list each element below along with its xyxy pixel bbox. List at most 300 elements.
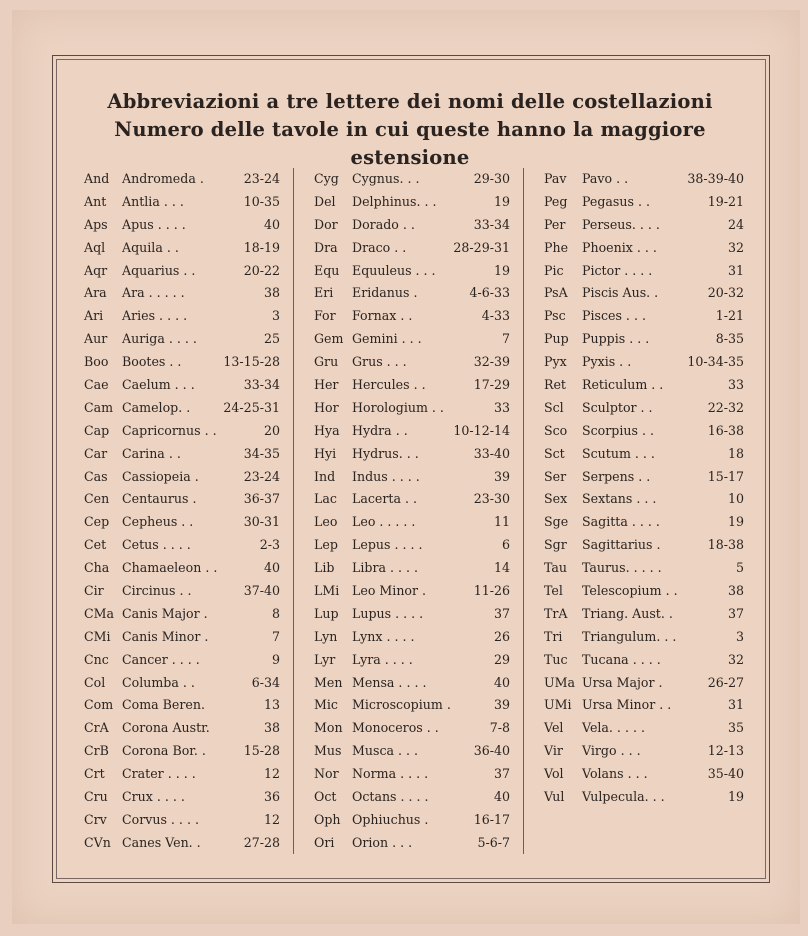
constellation-name: Cassiopeia . [122,468,199,484]
constellation-row [314,557,510,580]
constellation-row [84,168,280,191]
constellation-name: Triangulum. . . [582,628,677,644]
table-numbers: 11-26 [473,583,510,599]
table-numbers: 12 [263,811,280,827]
constellation-row [314,443,510,466]
constellation-name: Cygnus. . . [352,171,420,186]
table-numbers: 13 [263,697,280,713]
constellation-abbr: Lib [314,560,335,576]
constellation-name: Leo . . . . . [352,514,416,530]
constellation-row [84,305,280,328]
constellation-abbr: Cap [84,422,110,438]
constellation-abbr: Com [84,697,114,713]
constellation-name: Leo Minor . [352,583,427,599]
constellation-abbr: Pup [544,331,569,347]
table-numbers: 10 [727,491,744,507]
constellation-row [314,305,510,328]
constellation-abbr: Car [84,445,108,461]
constellation-abbr: CMa [84,605,115,621]
table-numbers: 31 [727,262,744,278]
constellation-name: Sagittarius . [582,537,661,553]
constellation-row [314,260,510,283]
constellation-name: Octans . . . . [352,789,429,805]
constellation-row [84,763,280,786]
constellation-abbr: Equ [314,262,340,278]
constellation-name: Cancer . . . . [122,651,200,667]
constellation-name: Musca . . . [352,743,419,759]
constellation-row [84,580,280,603]
table-numbers: 5 [735,560,744,576]
constellation-row [84,672,280,695]
table-numbers: 8 [271,605,280,621]
table-numbers: 12-13 [707,743,744,759]
constellation-abbr: Lyn [314,628,338,644]
constellation-abbr: Sge [544,514,569,530]
table-numbers: 32 [727,651,744,667]
constellation-name: Aries . . . . [122,308,188,324]
constellation-row [314,511,510,534]
constellation-abbr: Cir [84,583,104,599]
constellation-name: Serpens . . [582,468,651,484]
constellation-abbr: Dra [314,239,338,255]
constellation-name: Vela. . . . . [582,720,645,736]
constellation-abbr: Crv [84,811,107,827]
constellation-abbr: Del [314,193,336,209]
constellation-name: Canes Ven. . [122,834,201,850]
constellation-row [544,534,744,557]
table-numbers: 11 [493,514,510,530]
table-numbers: 31 [727,697,744,713]
constellation-abbr: Cha [84,560,110,576]
constellation-row [84,191,280,214]
constellation-name: Auriga . . . . [122,331,197,347]
table-numbers: 6 [501,537,510,553]
table-numbers: 35-40 [707,766,744,782]
constellation-abbr: And [84,171,110,186]
constellation-abbr: Gru [314,354,339,370]
constellation-abbr: CrB [84,743,109,759]
constellation-name: Fornax . . [352,308,413,324]
constellation-abbr: Cen [84,491,110,507]
constellation-row [314,672,510,695]
constellation-row [544,672,744,695]
table-numbers: 14 [493,560,510,576]
constellation-row [314,694,510,717]
constellation-row [544,191,744,214]
constellation-name: Lepus . . . . [352,537,423,553]
constellation-row [544,397,744,420]
constellation-row [84,237,280,260]
constellation-row [84,260,280,283]
constellation-row [84,420,280,443]
table-numbers: 19 [493,193,510,209]
constellation-abbr: Cae [84,377,109,393]
constellation-abbr: Tel [544,583,563,599]
table-numbers: 3 [735,628,744,644]
constellation-name: Monoceros . . [352,720,439,736]
constellation-row [314,534,510,557]
constellation-abbr: Scl [544,399,564,415]
constellation-name: Indus . . . . [352,468,420,484]
table-numbers: 38 [263,720,280,736]
constellation-row [544,443,744,466]
table-numbers: 18-38 [707,537,744,553]
table-numbers: 28-29-31 [453,239,510,255]
constellation-row [84,786,280,809]
constellation-row [84,488,280,511]
constellation-name: Hydrus. . . [352,445,419,461]
constellation-abbr: Nor [314,766,339,782]
constellation-name: Cepheus . . [122,514,194,530]
constellation-name: Reticulum . . [582,377,664,393]
constellation-row [314,168,510,191]
constellation-name: Gemini . . . [352,331,422,347]
constellation-row [544,740,744,763]
constellation-row [544,580,744,603]
constellation-name: Capricornus . . [122,422,217,438]
constellation-abbr: Pav [544,171,567,186]
constellation-abbr: Aqr [84,262,108,278]
constellation-name: Eridanus . [352,285,418,301]
constellation-abbr: Cam [84,399,114,415]
constellation-name: Lacerta . . [352,491,417,507]
constellation-abbr: Sco [544,422,568,438]
constellation-name: Crux . . . . [122,789,185,805]
table-numbers: 15-17 [707,468,744,484]
constellation-row [544,305,744,328]
table-numbers: 29 [493,651,510,667]
table-numbers: 26-27 [707,674,744,690]
constellation-row [84,717,280,740]
table-numbers: 36 [263,789,280,805]
constellation-row [544,237,744,260]
constellation-abbr: For [314,308,336,324]
constellation-name: Hercules . . [352,377,426,393]
constellation-row [544,351,744,374]
constellation-name: Libra . . . . [352,560,419,576]
constellation-row [314,466,510,489]
constellation-row [314,374,510,397]
constellation-row [84,603,280,626]
title-line-1: Abbreviazioni a tre lettere dei nomi delle costellazioni [107,90,713,113]
constellation-row [544,214,744,237]
constellation-row [314,397,510,420]
constellation-name: Orion . . . [352,834,413,850]
constellation-abbr: Hor [314,399,339,415]
table-numbers: 33-34 [243,377,280,393]
constellation-name: Grus . . . [352,354,407,370]
constellation-row [314,282,510,305]
constellation-name: Virgo . . . [582,743,641,759]
table-numbers: 19 [727,514,744,530]
table-numbers: 23-30 [473,491,510,507]
constellation-row [84,282,280,305]
constellation-abbr: Tau [544,560,568,576]
constellation-row [544,786,744,809]
table-numbers: 10-12-14 [453,422,510,438]
constellation-name: Sagitta . . . . [582,514,660,530]
constellation-abbr: PsA [544,285,568,301]
constellation-name: Delphinus. . . [352,193,437,209]
constellation-name: Ursa Major . [582,674,663,690]
constellation-abbr: TrA [544,605,568,621]
constellation-abbr: Hyi [314,445,337,461]
constellation-abbr: Ser [544,468,567,484]
constellation-row [544,603,744,626]
table-numbers: 38 [263,285,280,301]
constellation-row [314,832,510,855]
constellation-row [314,191,510,214]
constellation-row [544,466,744,489]
table-numbers: 20-22 [243,262,280,278]
constellation-row [314,488,510,511]
table-numbers: 12 [263,766,280,782]
constellation-abbr: Per [544,216,566,232]
constellation-name: Pegasus . . [582,193,650,209]
constellation-name: Crater . . . . [122,766,196,782]
table-numbers: 20-32 [707,285,744,301]
table-numbers: 18-19 [243,239,280,255]
constellation-abbr: CrA [84,720,109,736]
constellation-abbr: Vul [544,789,565,805]
table-numbers: 22-32 [707,399,744,415]
table-numbers: 9 [271,651,280,667]
table-numbers: 19-21 [707,193,744,209]
constellation-name: Corvus . . . . [122,811,199,827]
constellation-abbr: Ant [84,193,107,209]
constellation-name: Apus . . . . [122,216,186,232]
constellation-abbr: Peg [544,193,568,209]
constellation-abbr: Men [314,674,343,690]
table-numbers: 25 [263,331,280,347]
constellation-row [84,832,280,855]
constellation-abbr: Hya [314,422,340,438]
constellation-row [544,694,744,717]
constellation-name: Carina . . [122,445,181,461]
constellation-name: Chamaeleon . . [122,560,218,576]
constellation-name: Pyxis . . [582,354,632,370]
constellation-abbr: Cnc [84,651,109,667]
constellation-name: Circinus . . [122,583,192,599]
constellation-abbr: Vol [544,766,564,782]
constellation-name: Puppis . . . [582,331,650,347]
table-numbers: 37-40 [243,583,280,599]
constellation-abbr: Aps [84,216,108,232]
constellation-name: Camelop. . [122,399,191,415]
constellation-abbr: Mus [314,743,342,759]
constellation-row [314,786,510,809]
constellation-name: Mensa . . . . [352,674,427,690]
constellation-name: Phoenix . . . [582,239,657,255]
constellation-row [84,694,280,717]
constellation-name: Lupus . . . . [352,605,424,621]
table-numbers: 10-34-35 [687,354,744,370]
table-numbers: 19 [493,262,510,278]
constellation-name: Sculptor . . [582,399,653,415]
table-numbers: 4-6-33 [469,285,510,301]
constellation-abbr: Leo [314,514,338,530]
column-1 [84,168,280,855]
table-numbers: 35 [727,720,744,736]
constellation-row [544,763,744,786]
table-numbers: 5-6-7 [477,834,510,850]
constellation-row [84,557,280,580]
constellation-row [314,237,510,260]
constellation-row [84,443,280,466]
table-numbers: 32-39 [473,354,510,370]
constellation-row [544,717,744,740]
table-numbers: 38-39-40 [687,171,744,186]
constellation-abbr: Oph [314,811,341,827]
constellation-abbr: Col [84,674,106,690]
constellation-abbr: Eri [314,285,334,301]
constellation-abbr: Ari [84,308,104,324]
table-numbers: 3 [271,308,280,324]
constellation-abbr: Ind [314,468,336,484]
table-numbers: 20 [263,422,280,438]
constellation-abbr: UMa [544,674,576,690]
constellation-abbr: Ara [84,285,107,301]
constellation-row [544,420,744,443]
constellation-row [544,374,744,397]
constellation-name: Taurus. . . . . [582,560,662,576]
constellation-row [544,649,744,672]
constellation-row [84,374,280,397]
table-numbers: 2-3 [259,537,280,553]
constellation-name: Horologium . . [352,399,444,415]
table-numbers: 19 [727,789,744,805]
constellation-name: Pictor . . . . [582,262,653,278]
constellation-name: Cetus . . . . [122,537,191,553]
constellation-abbr: Lep [314,537,338,553]
constellation-abbr: CVn [84,834,111,850]
table-numbers: 29-30 [473,171,510,186]
constellation-abbr: Vir [544,743,563,759]
constellation-name: Piscis Aus. . [582,285,659,301]
constellation-row [544,282,744,305]
constellation-row [314,420,510,443]
constellation-name: Telescopium . . [582,583,678,599]
constellation-name: Canis Major . [122,605,208,621]
table-numbers: 30-31 [243,514,280,530]
constellation-abbr: Sex [544,491,568,507]
constellation-row [84,740,280,763]
constellation-name: Hydra . . [352,422,408,438]
constellation-abbr: Gem [314,331,344,347]
constellation-name: Centaurus . [122,491,197,507]
constellation-row [314,351,510,374]
constellation-abbr: Cep [84,514,110,530]
table-numbers: 32 [727,239,744,255]
constellation-name: Canis Minor . [122,628,209,644]
table-numbers: 33 [727,377,744,393]
table-numbers: 36-40 [473,743,510,759]
constellation-name: Bootes . . [122,354,182,370]
constellation-name: Scutum . . . [582,445,655,461]
constellation-row [84,328,280,351]
constellation-row [544,511,744,534]
constellation-name: Caelum . . . [122,377,195,393]
column-2 [314,168,510,855]
constellation-abbr: Cas [84,468,108,484]
constellation-row [314,809,510,832]
column-divider-1 [293,168,294,854]
constellation-abbr: Psc [544,308,566,324]
table-numbers: 40 [263,560,280,576]
constellation-row [314,763,510,786]
constellation-row [314,580,510,603]
constellation-abbr: Cyg [314,171,339,186]
constellation-name: Pavo . . [582,171,629,186]
constellation-abbr: Lac [314,491,337,507]
table-numbers: 26 [493,628,510,644]
table-numbers: 17-29 [473,377,510,393]
constellation-abbr: Lyr [314,651,336,667]
table-numbers: 13-15-28 [223,354,280,370]
constellation-abbr: Dor [314,216,338,232]
table-numbers: 33-34 [473,216,510,232]
constellation-row [314,328,510,351]
constellation-abbr: Mic [314,697,338,713]
constellation-row [84,397,280,420]
page-title [52,88,768,172]
constellation-name: Antlia . . . [122,193,184,209]
constellation-name: Dorado . . [352,216,415,232]
constellation-abbr: Boo [84,354,109,370]
table-numbers: 23-24 [243,468,280,484]
constellation-row [84,649,280,672]
constellation-abbr: Aql [84,239,106,255]
constellation-name: Columba . . [122,674,195,690]
constellation-abbr: LMi [314,583,340,599]
constellation-name: Triang. Aust. . [582,605,673,621]
table-numbers: 16-38 [707,422,744,438]
table-numbers: 7 [271,628,280,644]
table-numbers: 1-21 [715,308,744,324]
constellation-abbr: Lup [314,605,339,621]
table-numbers: 18 [727,445,744,461]
table-numbers: 40 [493,789,510,805]
constellation-row [84,511,280,534]
column-divider-2 [523,168,524,854]
constellation-name: Sextans . . . [582,491,657,507]
constellation-abbr: Vel [544,720,564,736]
constellation-name: Ursa Minor . . [582,697,672,713]
constellation-abbr: Ret [544,377,566,393]
constellation-row [544,488,744,511]
constellation-name: Coma Beren. [122,697,205,713]
table-numbers: 16-17 [473,811,510,827]
constellation-abbr: Sgr [544,537,567,553]
constellation-abbr: Pyx [544,354,567,370]
constellation-abbr: Oct [314,789,337,805]
title-line-2: Numero delle tavole in cui queste hanno la maggiore estensione [114,118,706,169]
constellation-row [84,809,280,832]
constellation-abbr: UMi [544,697,572,713]
table-numbers: 38 [727,583,744,599]
table-numbers: 8-35 [715,331,744,347]
constellation-abbr: Ori [314,834,335,850]
constellation-name: Vulpecula. . . [582,789,665,805]
constellation-abbr: Aur [84,331,108,347]
constellation-abbr: Cet [84,537,107,553]
constellation-row [314,214,510,237]
constellation-abbr: Her [314,377,339,393]
table-numbers: 15-28 [243,743,280,759]
constellation-name: Equuleus . . . [352,262,436,278]
constellation-abbr: Tuc [544,651,568,667]
constellation-name: Andromeda . [122,171,204,186]
